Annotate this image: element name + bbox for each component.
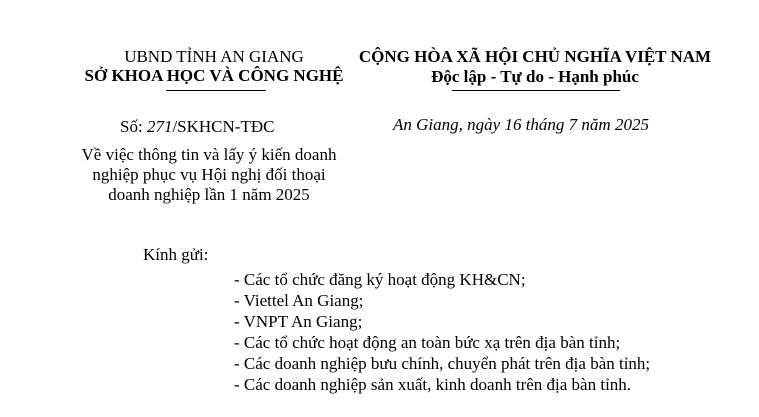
date-mid: tháng (521, 115, 569, 134)
document-number (120, 117, 274, 137)
agency-underline (166, 90, 266, 91)
recipient-item: - Viettel An Giang; (234, 291, 364, 310)
date-month: 7 (568, 115, 578, 134)
date-day: 16 (504, 115, 522, 134)
subject-line: Về việc thông tin và lấy ý kiến doanh (81, 145, 337, 164)
subject-line: doanh nghiệp lần 1 năm 2025 (108, 185, 310, 204)
agency-parent: UBND TỈNH AN GIANG (124, 47, 304, 66)
motto-underline (452, 90, 620, 91)
date-suffix: năm 2025 (577, 115, 649, 134)
document-number-suffix: /SKHCN-TĐC (172, 117, 275, 136)
nation-title: CỘNG HÒA XÃ HỘI CHỦ NGHĨA VIỆT NAM (358, 47, 712, 66)
date-prefix: An Giang, ngày (393, 115, 505, 134)
recipient-item: - Các tổ chức hoạt động an toàn bức xạ trên địa bàn tỉnh; (234, 333, 621, 352)
recipient-item: - Các doanh nghiệp bưu chính, chuyển phát trên địa bàn tỉnh; (234, 354, 651, 373)
recipient-item: - VNPT An Giang; (234, 312, 363, 331)
recipient-item: - Các tổ chức đăng ký hoạt động KH&CN; (234, 270, 526, 289)
subject-line: nghiệp phục vụ Hội nghị đối thoại (92, 165, 326, 184)
document-date (393, 115, 649, 135)
nation-motto: Độc lập - Tự do - Hạnh phúc (431, 67, 639, 86)
document-number-value: 271 (146, 117, 173, 136)
recipient-item: - Các doanh nghiệp sản xuất, kinh doanh trên địa bàn tỉnh. (234, 375, 632, 394)
document-number-prefix: Số: (120, 117, 147, 136)
recipients-greeting: Kính gửi: (143, 245, 209, 264)
agency-name: SỞ KHOA HỌC VÀ CÔNG NGHỆ (84, 66, 344, 85)
